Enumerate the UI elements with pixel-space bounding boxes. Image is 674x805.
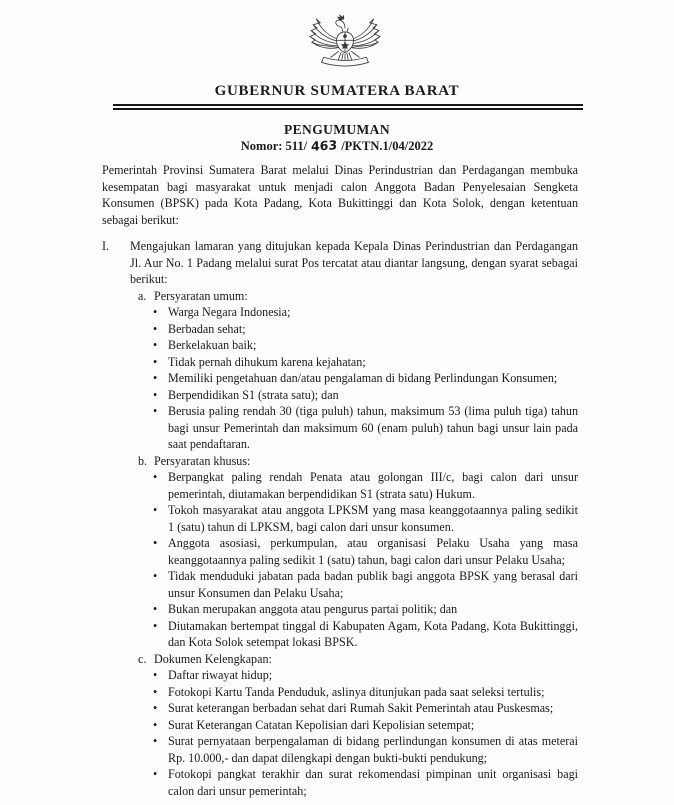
- list-item: [130, 568, 578, 601]
- bullet-icon: •: [153, 354, 158, 369]
- bullet-icon: •: [153, 387, 158, 402]
- bullet-icon: •: [153, 470, 158, 484]
- list-item: [130, 700, 578, 717]
- doc-title: PENGUMUMAN: [284, 122, 390, 137]
- list-item-text: Anggota asosiasi, perkumpulan, atau organisasi Pelaku Usaha yang masa keanggotaannya paling sedikit 1 (satu) tahun, bagi calon dari unsur Pelaku Usaha;: [168, 536, 578, 567]
- list-item-text: Berkelakuan baik;: [168, 338, 257, 352]
- bullet-icon: •: [153, 321, 158, 336]
- bullet-icon: •: [153, 701, 158, 715]
- subsection-label: c.: [138, 651, 147, 666]
- list-item: [130, 684, 578, 701]
- list-item: [130, 304, 578, 321]
- org-title: GUBERNUR SUMATERA BARAT: [214, 83, 460, 99]
- list-item: [130, 502, 578, 535]
- list-item: [130, 337, 578, 354]
- list-item: [130, 469, 578, 502]
- list-item: [130, 667, 578, 684]
- list-item: [130, 370, 578, 387]
- bullet-icon: •: [153, 618, 158, 633]
- bullet-icon: •: [153, 602, 158, 616]
- bullet-icon: •: [153, 717, 158, 732]
- list-item-text: Warga Negara Indonesia;: [168, 305, 291, 319]
- list-item-text: Fotokopi Kartu Tanda Penduduk, aslinya ditunjukan pada saat seleksi tertulis;: [168, 684, 545, 699]
- list-item-text: Memiliki pengetahuan dan/atau pengalaman di bidang Perlindungan Konsumen;: [168, 371, 558, 385]
- subsection-a: [130, 288, 578, 453]
- section-number: I.: [102, 239, 110, 253]
- list-item-text: Tokoh masyarakat atau anggota LPKSM yang masa keanggotaannya paling sedikit 1 (satu) tahun di LPKSM, bagi calon dari unsur konsumen.: [168, 503, 578, 534]
- bullet-icon: •: [153, 404, 158, 418]
- list-item-text: Berpangkat paling rendah Penata atau golongan III/c, bagi calon dari unsur pemerintah, diutamakan berpendidikan S1 (strata satu) Hukum.: [168, 470, 578, 501]
- section-text: Mengajukan lamaran yang ditujukan kepada Kepala Dinas Perindustrian dan Perdagangan Jl. Aur No. 1 Padang melalui surat Pos tercatat atau diantar langsung, dengan syarat sebagai berikut:: [130, 239, 578, 286]
- list-item: [130, 535, 578, 568]
- list-item-text: Bukan merupakan anggota atau pengurus partai politik; dan: [168, 602, 458, 616]
- bullet-icon: •: [153, 536, 158, 550]
- doc-number-handwritten: 463: [310, 137, 338, 154]
- list-item-text: Surat Keterangan Catatan Kepolisian dari Kepolisian setempat;: [168, 717, 475, 732]
- doc-number-prefix: Nomor: 511/: [240, 139, 308, 153]
- list-item-text: Berpendidikan S1 (strata satu); dan: [168, 387, 339, 402]
- bullet-icon: •: [153, 569, 158, 583]
- list-item: [130, 354, 578, 371]
- list-item: [130, 618, 578, 651]
- subsection-title: Dokumen Kelengkapan:: [154, 651, 272, 666]
- list-item: [130, 733, 578, 766]
- bullet-icon: •: [153, 767, 158, 781]
- list-item-text: Surat pernyataan berpengalaman di bidang perlindungan konsumen di atas meterai Rp. 10.000,- dan dapat dilengkapi dengan bukti-bukti pendukung;: [168, 734, 578, 765]
- subsection-label: b.: [138, 453, 148, 468]
- list-item-text: Diutamakan bertempat tinggal di Kabupaten Agam, Kota Padang, Kota Bukittinggi, dan Kota Solok setempat lokasi BPSK.: [168, 618, 578, 649]
- list-item-text: Berusia paling rendah 30 (tiga puluh) tahun, maksimum 53 (lima puluh tiga) tahun bagi unsur Pemerintah dan maksimum 60 (enam puluh) tahun bagi unsur lain pada saat pendaftaran.: [168, 404, 578, 451]
- bullet-icon: •: [153, 338, 158, 352]
- list-item-text: Tidak menduduki jabatan pada badan publik bagi anggota BPSK yang berasal dari unsur Konsumen dan Pelaku Usaha;: [168, 569, 578, 600]
- garuda-pancasila-emblem: [306, 8, 384, 74]
- list-item: [130, 321, 578, 338]
- subsection-c: [130, 651, 578, 800]
- list-item: [130, 387, 578, 404]
- list-item-text: Tidak pernah dihukum karena kejahatan;: [168, 354, 366, 369]
- list-item: [130, 717, 578, 734]
- header-divider-rule: [113, 104, 583, 110]
- subsection-title: Persyaratan umum:: [154, 288, 248, 303]
- bullet-icon: •: [153, 503, 158, 517]
- list-item-text: Berbadan sehat;: [168, 321, 246, 336]
- list-item-text: Fotokopi pangkat terakhir dan surat rekomendasi pimpinan unit organisasi bagi calon dari unsur pemerintah;: [168, 767, 578, 798]
- subsection-title: Persyaratan khusus:: [154, 453, 251, 468]
- list-item-text: Daftar riwayat hidup;: [168, 668, 273, 682]
- list-item: [130, 601, 578, 618]
- bullet-icon: •: [153, 734, 158, 748]
- document-body: [0, 162, 674, 799]
- list-item: [130, 403, 578, 453]
- subsection-label: a.: [138, 288, 147, 303]
- bullet-icon: •: [153, 684, 158, 699]
- bullet-icon: •: [153, 668, 158, 682]
- bullet-icon: •: [153, 371, 158, 385]
- section-I: [102, 238, 578, 799]
- list-item-text: Surat keterangan berbadan sehat dari Rumah Sakit Pemerintah atau Puskesmas;: [168, 701, 554, 715]
- bullet-icon: •: [153, 305, 158, 319]
- list-item: [130, 766, 578, 799]
- doc-number: [0, 138, 674, 154]
- doc-number-suffix: /PKTN.1/04/2022: [341, 139, 434, 153]
- subsection-b: [130, 453, 578, 651]
- intro-paragraph: Pemerintah Provinsi Sumatera Barat melalui Dinas Perindustrian dan Perdagangan membuka kesempatan bagi masyarakat untuk menjadi calon Anggota Badan Penyelesaian Sengketa Konsumen (BPSK) pada Kota Padang, Kota Bukittinggi dan Kota Solok, dengan ketentuan sebagai berikut:: [102, 163, 578, 227]
